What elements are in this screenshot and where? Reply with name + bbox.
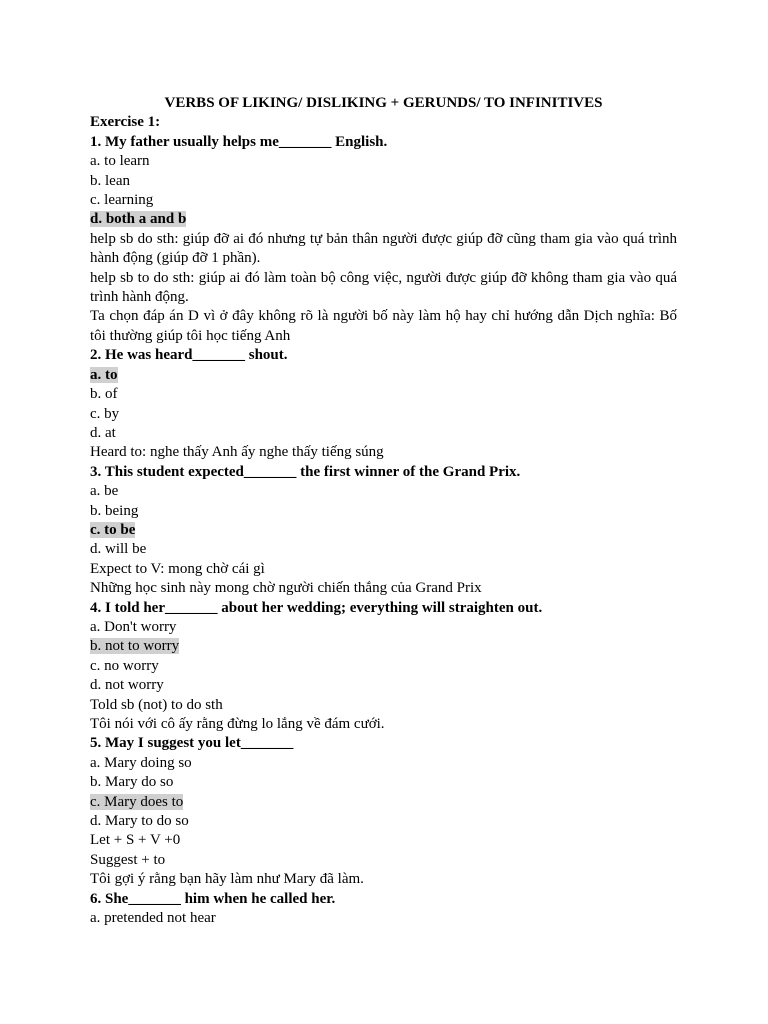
question-1: 1. My father usually helps me_______ English.	[90, 133, 388, 150]
document-title: VERBS OF LIKING/ DISLIKING + GERUNDS/ TO INFINITIVES	[164, 95, 603, 111]
q3-option-c-answer	[90, 521, 677, 540]
question-5: 5. May I suggest you let_______	[90, 735, 294, 752]
exercise-heading: Exercise 1:	[90, 114, 161, 131]
q3-explanation-2: Những học sinh này mong chờ người chiến thắng của Grand Prix	[90, 580, 482, 597]
question-6: 6. She_______ him when he called her.	[90, 890, 336, 907]
q1-explanation-1: help sb do sth: giúp đỡ ai đó nhưng tự bản thân người được giúp đỡ cũng tham gia vào quá trình hành động (giúp đỡ 1 phần).	[90, 230, 681, 267]
q1-option-a: a. to learn	[90, 153, 150, 170]
question-4: 4. I told her_______ about her wedding; everything will straighten out.	[90, 599, 543, 616]
question-2: 2. He was heard_______ shout.	[90, 347, 288, 364]
q1-explanation-2: help sb to do sth: giúp ai đó làm toàn bộ công việc, người được giúp đỡ không tham gia vào quá trình hành động.	[90, 269, 681, 306]
q2-option-a-answer	[90, 366, 677, 385]
q3-option-d: d. will be	[90, 541, 147, 558]
q2-explanation-1: Heard to: nghe thấy Anh ấy nghe thấy tiếng súng	[90, 444, 384, 461]
q6-option-a: a. pretended not hear	[90, 910, 216, 927]
q5-explanation-1: Let + S + V +0	[90, 832, 181, 849]
answer-highlight: a. to	[90, 366, 118, 383]
q4-explanation-2: Tôi nói với cô ấy rằng đừng lo lắng về đám cưới.	[90, 716, 385, 732]
q3-option-b: b. being	[90, 502, 139, 519]
answer-highlight: c. to be	[90, 521, 136, 538]
q2-option-b: b. of	[90, 386, 118, 403]
q1-option-d-answer	[90, 210, 677, 229]
answer-highlight: c. Mary does to	[90, 793, 184, 810]
q3-option-a: a. be	[90, 483, 119, 500]
q1-explanation-3: Ta chọn đáp án D vì ở đây không rõ là người bố này làm hộ hay chỉ hướng dẫn Dịch nghĩa: Bố tôi thường giúp tôi học tiếng Anh	[90, 308, 681, 344]
q1-option-c: c. learning	[90, 192, 154, 209]
q4-option-b-answer	[90, 637, 677, 656]
question-3: 3. This student expected_______ the first winner of the Grand Prix.	[90, 463, 521, 480]
q5-option-a: a. Mary doing so	[90, 754, 192, 771]
q4-option-c: c. no worry	[90, 657, 159, 674]
q3-explanation-1: Expect to V: mong chờ cái gì	[90, 560, 265, 577]
q4-option-a: a. Don't worry	[90, 618, 177, 635]
answer-highlight: d. both a and b	[90, 211, 187, 228]
q5-option-b: b. Mary do so	[90, 774, 174, 791]
q4-explanation-1: Told sb (not) to do sth	[90, 696, 223, 713]
q5-option-c-answer	[90, 793, 677, 812]
q5-option-d: d. Mary to do so	[90, 813, 189, 830]
q2-option-d: d. at	[90, 424, 116, 441]
q5-explanation-3: Tôi gợi ý rằng bạn hãy làm như Mary đã làm.	[90, 871, 364, 888]
q1-option-b: b. lean	[90, 172, 130, 189]
q4-option-d: d. not worry	[90, 677, 164, 694]
answer-highlight: b. not to worry	[90, 638, 180, 655]
q2-option-c: c. by	[90, 405, 120, 422]
q5-explanation-2: Suggest + to	[90, 851, 166, 868]
